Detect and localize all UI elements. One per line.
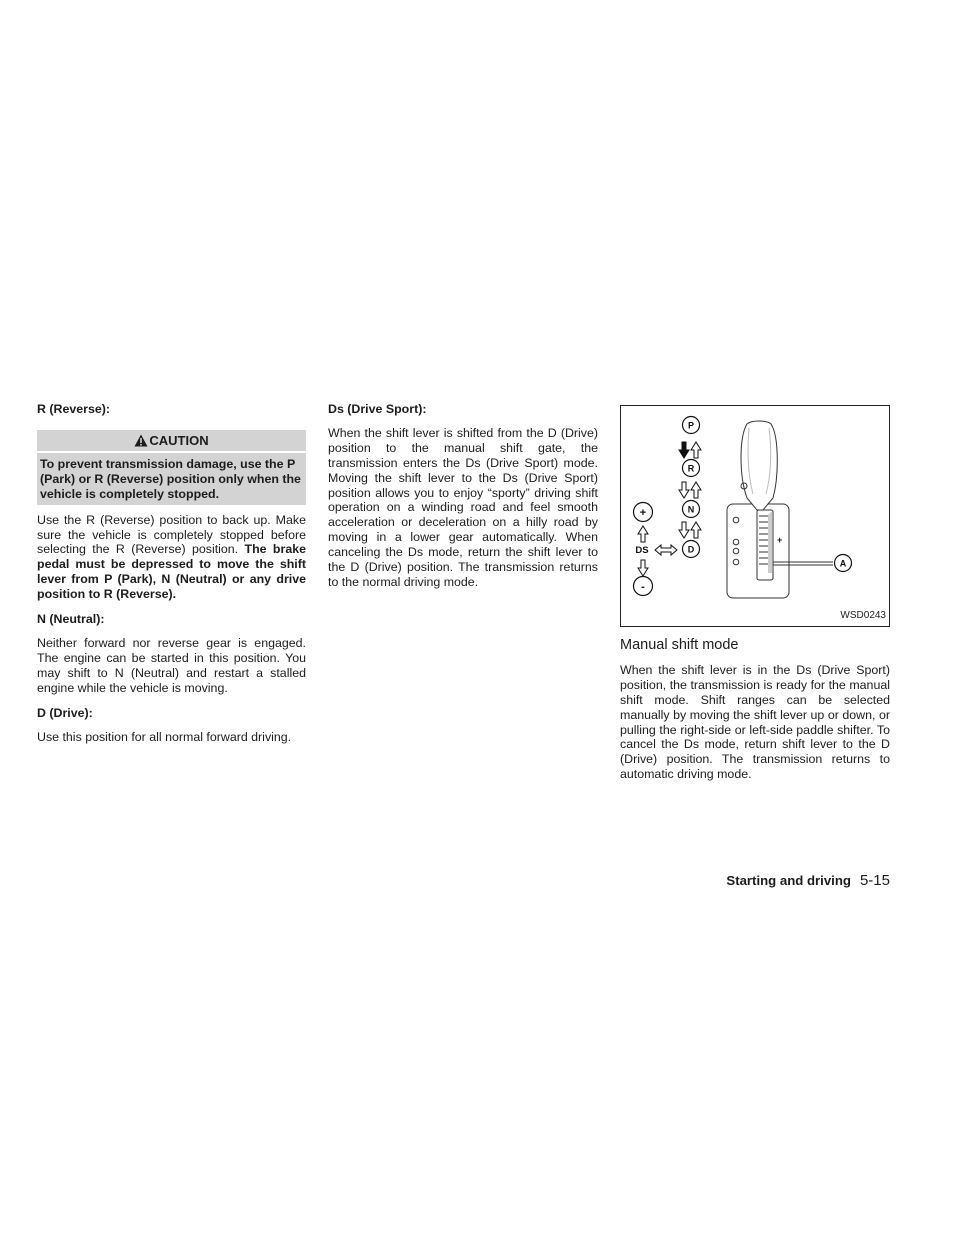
caution-banner: [37, 430, 306, 451]
arrow-down-icon: [679, 482, 689, 498]
shift-diagram-drawing: [621, 406, 889, 626]
column-middle: [328, 402, 598, 590]
svg-text:–: –: [777, 557, 782, 566]
caution-text: To prevent transmission damage, use the P (Park) or R (Reverse) position only when the vehicle is completely stopped.: [37, 453, 306, 505]
footer-section: Starting and driving: [726, 873, 851, 888]
gear-n-label: N: [687, 504, 695, 515]
column-left: [37, 402, 306, 744]
ds-label: DS: [635, 545, 649, 556]
neutral-text: Neither forward nor reverse gear is engaged. The engine can be started in this position. You may shift to N (Neutral) and restart a stalled engine while the vehicle is moving.: [37, 635, 306, 695]
drive-heading: D (Drive):: [37, 705, 93, 720]
reverse-bold-text: The brake pedal must be depressed to move the shift lever from P (Park), N (Neutral) or any drive position to R (Reverse).: [37, 542, 307, 602]
neutral-heading: N (Neutral):: [37, 612, 105, 627]
drive-text: Use this position for all normal forward driving.: [37, 729, 292, 744]
arrow-up-icon: [691, 522, 701, 538]
page-footer: [726, 872, 890, 889]
arrow-left-right-icon: [655, 545, 677, 555]
warning-icon: [134, 434, 148, 447]
ds-text: When the shift lever is shifted from the D (Drive) position to the manual shift gate, the transmission enters the Ds (Drive Sport) mode. Moving the shift lever to the Ds (Drive Sport) position allows you to enjoy “sporty” driving shift operation on a winding road and feel smooth acceleration or deceleration on a hilly road by moving in a lower gear automatically. When canceling the Ds mode, return the shift lever to the D (Drive) position. The transmission returns to the normal driving mode.: [328, 425, 598, 589]
svg-text:+: +: [777, 535, 783, 545]
reverse-text: Use the R (Reverse) position to back up. Make sure the vehicle is completely stopped before selecting the R (Reverse) position.: [37, 512, 306, 557]
figure-code: WSD0243: [840, 610, 886, 622]
column-right: [620, 405, 890, 782]
ds-heading: Ds (Drive Sport):: [328, 402, 427, 416]
figure-caption: Manual shift mode: [620, 637, 739, 653]
reverse-heading: R (Reverse):: [37, 402, 110, 416]
gear-d-label: D: [687, 544, 695, 555]
arrow-down-icon: [679, 522, 689, 538]
minus-label: -: [641, 581, 645, 593]
shift-knob-illustration: [727, 421, 833, 598]
arrow-up-icon: [691, 482, 701, 498]
arrow-down-icon: [638, 560, 648, 576]
arrow-up-icon: [638, 526, 648, 542]
gear-r-label: R: [687, 463, 695, 474]
callout-a-label: A: [839, 558, 847, 569]
gear-p-label: P: [687, 420, 695, 431]
arrow-down-icon: [679, 442, 689, 458]
page-number: 5-15: [859, 872, 890, 889]
plus-label: +: [639, 507, 647, 519]
shift-diagram: [620, 405, 890, 627]
manual-mode-text: When the shift lever is in the Ds (Drive Sport) position, the transmission is ready for the manual shift mode. Shift ranges can be selected manually by moving the shift lever up or down, or pulling the right-side or left-side paddle shifter. To cancel the Ds mode, return shift lever to the D (Drive) position. The transmission returns to automatic driving mode.: [620, 662, 890, 782]
caution-title: CAUTION: [149, 432, 209, 448]
reverse-paragraph: [37, 513, 306, 602]
arrow-up-icon: [691, 442, 701, 458]
